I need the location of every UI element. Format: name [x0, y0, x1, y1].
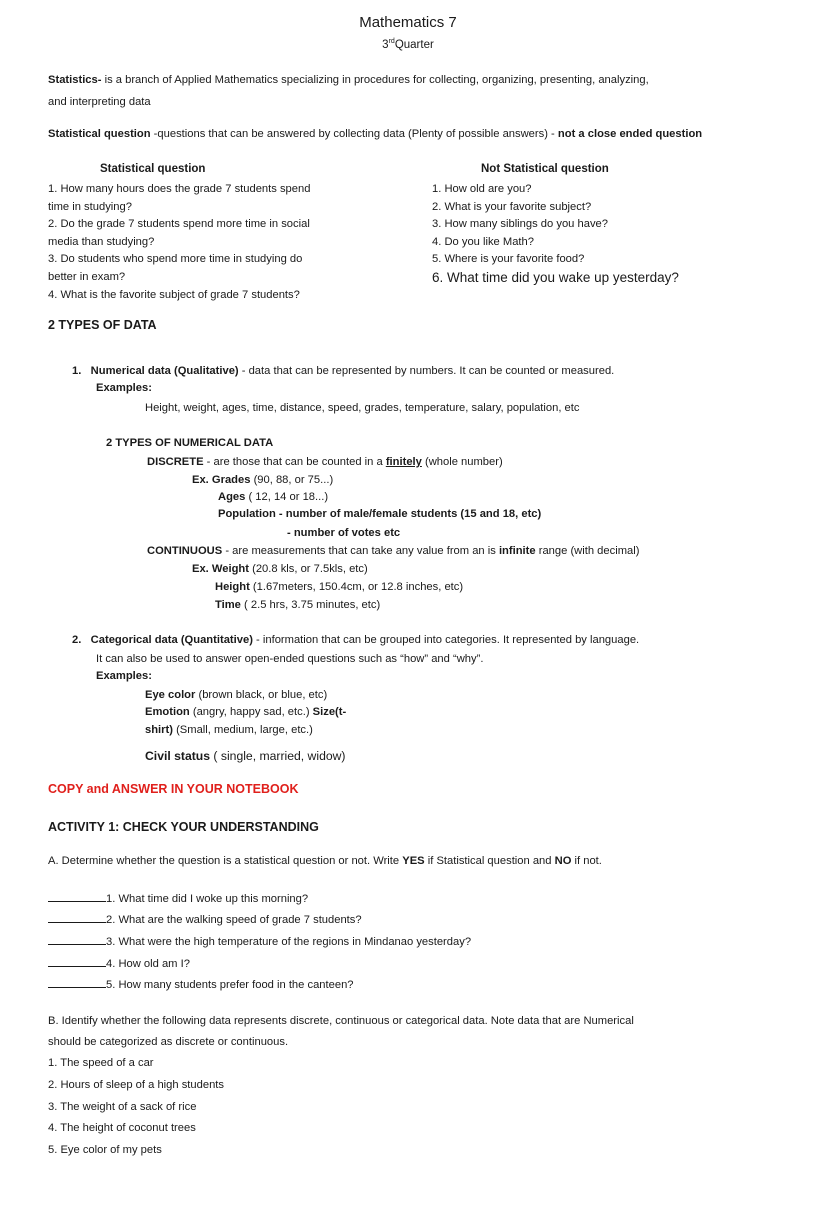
numerical-text: - data that can be represented by numbers. It can be counted or measured.	[238, 365, 615, 377]
part-a-pre: A. Determine whether the question is a statistical question or not. Write	[48, 855, 403, 867]
part-b-instruction: B. Identify whether the following data represents discrete, continuous or categorical data. Note data that are Numerical	[48, 1015, 634, 1027]
eye-color-label: Eye color	[145, 689, 196, 701]
discrete-example-grades	[192, 474, 333, 487]
discrete-example-ages	[218, 491, 328, 504]
categorical-label: Categorical data (Quantitative)	[90, 634, 253, 646]
part-a-item	[48, 912, 362, 927]
list-item: better in exam?	[48, 270, 126, 283]
part-b-item: 3. The weight of a sack of rice	[48, 1101, 197, 1113]
continuous-pre: - are measurements that can take any value from an is	[222, 545, 499, 557]
statistical-question-text: -questions that can be answered by collecting data (Plenty of possible answers) -	[150, 128, 558, 140]
answer-blank[interactable]	[48, 934, 106, 945]
part-a-yes: YES	[402, 855, 425, 867]
part-a-mid: if Statistical question and	[424, 855, 555, 867]
height-label: Height	[215, 581, 250, 593]
continuous-bold: infinite	[498, 545, 536, 557]
part-a-post: if not.	[571, 855, 602, 867]
answer-blank[interactable]	[48, 977, 106, 988]
discrete-post: (whole number)	[421, 456, 503, 468]
discrete-underlined: finitely	[385, 456, 422, 468]
civil-status-value: ( single, married, widow)	[210, 749, 346, 763]
ages-value: ( 12, 14 or 18...)	[245, 491, 329, 503]
types-of-data-heading: 2 TYPES OF DATA	[48, 318, 157, 332]
statistics-definition	[48, 74, 649, 87]
list-item: 4. Do you like Math?	[432, 235, 534, 248]
list-item: time in studying?	[48, 200, 132, 213]
categorical-example-civil	[145, 749, 346, 764]
part-a-item-text: 5. How many students prefer food in the canteen?	[106, 979, 354, 991]
part-a-no: NO	[554, 855, 572, 867]
continuous-label: CONTINUOUS	[147, 545, 223, 557]
time-label: Time	[215, 599, 241, 611]
list-item: 5. Where is your favorite food?	[432, 253, 585, 266]
categorical-number: 2.	[72, 634, 82, 646]
page-title: Mathematics 7	[359, 14, 457, 31]
civil-status-label: Civil status	[145, 749, 211, 763]
discrete-example-population: Population - number of male/female students (15 and 18, etc)	[218, 508, 542, 520]
statistical-question-definition	[48, 128, 702, 141]
time-value: ( 2.5 hrs, 3.75 minutes, etc)	[240, 599, 381, 611]
left-column-list	[48, 181, 310, 304]
categorical-data-line	[72, 634, 639, 647]
grades-value: (90, 88, or 75...)	[250, 474, 334, 486]
numerical-types-heading: 2 TYPES OF NUMERICAL DATA	[106, 437, 274, 449]
quarter-superscript: rd	[388, 38, 395, 45]
weight-value: (20.8 kls, or 7.5kls, etc)	[248, 563, 368, 575]
part-a-instruction	[48, 855, 602, 868]
answer-blank[interactable]	[48, 912, 106, 923]
statistics-term: Statistics-	[48, 74, 102, 86]
part-a-item-text: 3. What were the high temperature of the regions in Mindanao yesterday?	[106, 936, 472, 948]
categorical-examples-label: Examples:	[96, 670, 152, 682]
continuous-example-time	[215, 599, 380, 612]
size-label-cont: shirt)	[145, 724, 173, 736]
notebook-instruction: COPY and ANSWER IN YOUR NOTEBOOK	[48, 782, 299, 796]
numerical-number: 1.	[72, 365, 82, 377]
list-item: 3. How many siblings do you have?	[432, 218, 608, 231]
categorical-text: - information that can be grouped into categories. It represented by language.	[252, 634, 640, 646]
list-item: 1. How old are you?	[432, 183, 532, 195]
emotion-label: Emotion	[145, 706, 190, 718]
left-column-heading: Statistical question	[100, 163, 206, 175]
categorical-example-eye	[145, 689, 327, 702]
size-value: (Small, medium, large, etc.)	[172, 724, 313, 736]
part-a-item	[48, 934, 471, 949]
part-b-item: 5. Eye color of my pets	[48, 1144, 162, 1156]
discrete-label: DISCRETE	[147, 456, 204, 468]
part-a-item-text: 1. What time did I woke up this morning?	[106, 893, 309, 905]
quarter-number: 3	[382, 38, 389, 51]
emotion-value: (angry, happy sad, etc.)	[189, 706, 313, 718]
height-value: (1.67meters, 150.4cm, or 12.8 inches, etc)	[249, 581, 464, 593]
grades-label: Ex. Grades	[192, 474, 251, 486]
discrete-pre: - are those that can be counted in a	[203, 456, 386, 468]
part-a-item	[48, 956, 190, 971]
statistical-question-term: Statistical question	[48, 128, 151, 140]
statistical-question-bold-tail: not a close ended question	[557, 128, 703, 140]
list-item: 2. Do the grade 7 students spend more time in social	[48, 218, 310, 231]
list-item: 6. What time did you wake up yesterday?	[432, 269, 679, 285]
categorical-example-size	[145, 724, 313, 737]
numerical-examples-label: Examples:	[96, 382, 152, 394]
eye-color-value: (brown black, or blue, etc)	[195, 689, 328, 701]
numerical-examples: Height, weight, ages, time, distance, speed, grades, temperature, salary, population, etc	[145, 402, 580, 414]
part-b-item: 1. The speed of a car	[48, 1057, 154, 1069]
right-column-list	[432, 181, 679, 287]
continuous-definition	[147, 545, 639, 558]
part-b-item: 4. The height of coconut trees	[48, 1122, 196, 1134]
answer-blank[interactable]	[48, 891, 106, 902]
statistics-text: is a branch of Applied Mathematics specializing in procedures for collecting, organizing, presenting, analyzing,	[101, 74, 649, 86]
categorical-example-emotion	[145, 706, 346, 719]
answer-blank[interactable]	[48, 956, 106, 967]
list-item: 2. What is your favorite subject?	[432, 200, 592, 213]
discrete-definition	[147, 456, 503, 469]
continuous-example-weight	[192, 563, 368, 576]
continuous-post: range (with decimal)	[535, 545, 640, 557]
list-item: media than studying?	[48, 235, 155, 248]
continuous-example-height	[215, 581, 463, 594]
size-label: Size(t-	[312, 706, 347, 718]
numerical-data-line	[72, 365, 614, 378]
part-b-instruction-cont: should be categorized as discrete or continuous.	[48, 1036, 289, 1048]
quarter-word: Quarter	[394, 38, 434, 51]
part-a-item-text: 4. How old am I?	[106, 958, 190, 970]
part-b-item: 2. Hours of sleep of a high students	[48, 1079, 225, 1091]
part-a-item-text: 2. What are the walking speed of grade 7 students?	[106, 914, 362, 926]
part-a-item	[48, 891, 308, 906]
ages-label: Ages	[218, 491, 246, 503]
discrete-example-votes: - number of votes etc	[287, 527, 401, 539]
activity-heading: ACTIVITY 1: CHECK YOUR UNDERSTANDING	[48, 820, 319, 834]
list-item: 4. What is the favorite subject of grade 7 students?	[48, 288, 300, 301]
list-item: 3. Do students who spend more time in studying do	[48, 253, 303, 266]
weight-label: Ex. Weight	[192, 563, 249, 575]
right-column-heading: Not Statistical question	[481, 163, 609, 175]
numerical-label: Numerical data (Qualitative)	[90, 365, 239, 377]
categorical-line-two: It can also be used to answer open-ended questions such as “how” and “why”.	[96, 653, 484, 665]
quarter-label	[0, 38, 816, 53]
list-item: 1. How many hours does the grade 7 students spend	[48, 183, 311, 195]
part-a-item	[48, 977, 354, 992]
statistics-definition-cont: and interpreting data	[48, 96, 151, 108]
